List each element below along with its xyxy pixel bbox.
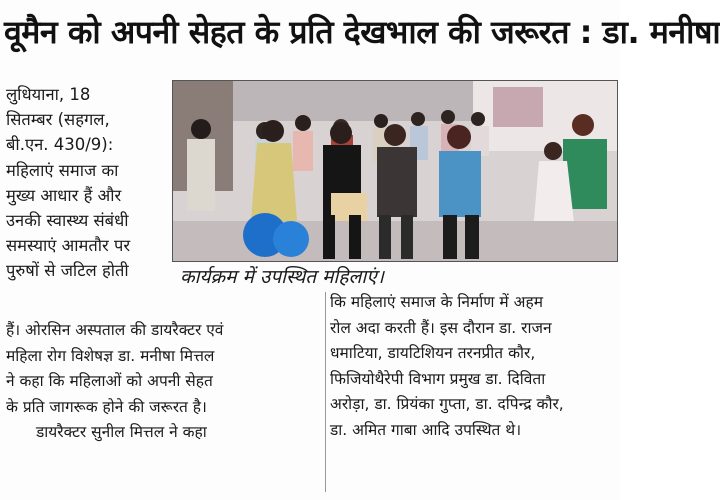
right-column-line: फिजियोथैरेपी विभाग प्रमुख डा. दिविता	[330, 369, 546, 388]
column-divider	[325, 292, 326, 492]
right-column	[330, 290, 614, 443]
body-line: डायरैक्टर सुनील मित्तल ने कहा	[36, 423, 207, 441]
body-text-left	[6, 318, 324, 446]
left-column-line: बी.एन. 430/9):	[6, 135, 114, 155]
left-column-line: उनकी स्वास्थ्य संबंधी	[6, 211, 129, 231]
headline: वूमैन को अपनी सेहत के प्रति देखभाल की जरूरत : डा. मनीषा	[4, 13, 720, 51]
right-column-line: अरोड़ा, डा. प्रियंका गुप्ता, डा. दपिन्द्र कौर,	[330, 395, 564, 413]
event-photo	[172, 80, 618, 262]
left-column-line: महिलाएं समाज का	[6, 160, 119, 180]
left-column	[6, 82, 166, 284]
right-column-line: कि महिलाएं समाज के निर्माण में अहम	[330, 293, 543, 311]
right-column-line: धमाटिया, डायटिशियन तरनप्रीत कौर,	[330, 344, 536, 362]
left-column-line: सितम्बर (सहगल,	[6, 110, 110, 130]
left-column-line: लुधियाना, 18	[6, 85, 91, 104]
left-column-line: मुख्य आधार हैं और	[6, 185, 122, 205]
event-photo-illustration	[173, 81, 617, 261]
body-line: के प्रति जागरूक होने की जरूरत है।	[6, 397, 207, 416]
left-column-line: समस्याएं आमतौर पर	[6, 236, 131, 256]
right-column-line: रोल अदा करती हैं। इस दौरान डा. राजन	[330, 318, 552, 337]
photo-caption: कार्यक्रम में उपस्थित महिलाएं।	[180, 266, 384, 288]
left-column-line: पुरुषों से जटिल होती	[6, 261, 129, 281]
body-line: हैं। ओरसिन अस्पताल की डायरैक्टर एवं	[6, 321, 224, 339]
right-column-line: डा. अमित गाबा आदि उपस्थित थे।	[330, 420, 522, 439]
body-line: महिला रोग विशेषज्ञ डा. मनीषा मित्तल	[6, 346, 215, 365]
body-line: ने कहा कि महिलाओं को अपनी सेहत	[6, 372, 213, 390]
